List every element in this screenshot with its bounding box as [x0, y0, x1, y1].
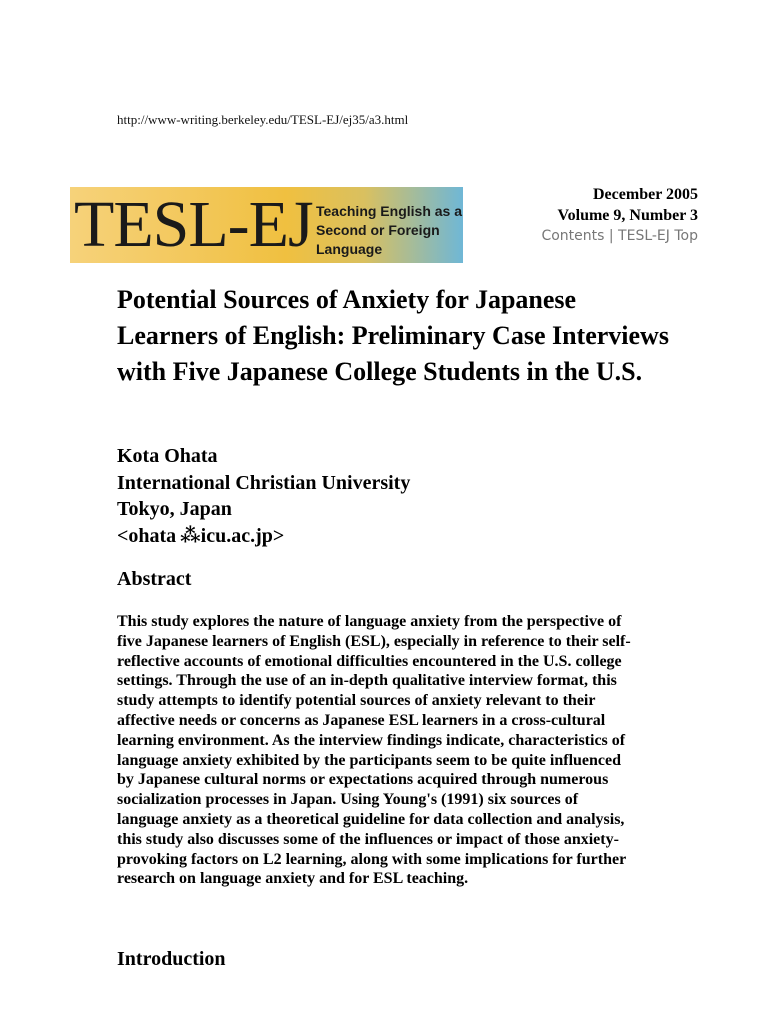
issue-info — [541, 184, 698, 247]
tesl-ej-top-link[interactable]: TESL-EJ Top — [618, 228, 698, 244]
banner-logo-text: TESL-EJ — [74, 188, 313, 261]
author-affiliation: International Christian University — [117, 471, 411, 494]
nav-separator: | — [608, 228, 614, 244]
author-email[interactable]: <ohata ⁂icu.ac.jp> — [117, 524, 285, 547]
abstract-heading: Abstract — [117, 568, 192, 590]
tesl-ej-banner — [70, 187, 463, 263]
abstract-text: This study explores the nature of language anxiety from the perspective of five Japanese learners of English (ESL), especially in reference to their self-reflective accounts of emotional difficulties encountered in the U.S. college settings. Through the use of an in-depth qualitative interview format, this study attempts to identify potential sources of anxiety relevant to their affective needs or concerns as Japanese ESL learners in a cross-cultural learning environment. As the interview findings indicate, characteristics of language anxiety exhibited by the participants seem to be quite influenced by Japanese cultural norms or expectations acquired through numerous socialization processes in Japan. Using Young's (1991) six sources of language anxiety as a theoretical guideline for data collection and analysis, this study also discusses some of the influences or impact of those anxiety-provoking factors on L2 learning, along with some implications for further research on language anxiety and for ESL teaching. — [117, 613, 631, 888]
article-title: Potential Sources of Anxiety for Japanese Learners of English: Preliminary Case Interviews with Five Japanese College Students in the U.S. — [117, 285, 669, 386]
author-name: Kota Ohata — [117, 445, 218, 467]
issue-date: December 2005 — [593, 186, 698, 203]
issue-volume: Volume 9, Number 3 — [557, 207, 698, 224]
author-location: Tokyo, Japan — [117, 498, 232, 520]
page-url: http://www-writing.berkeley.edu/TESL-EJ/ej35/a3.html — [117, 112, 409, 127]
introduction-heading: Introduction — [117, 948, 226, 970]
author-block — [117, 443, 410, 549]
banner-tagline: Teaching English as a Second or Foreign Language — [316, 203, 463, 257]
contents-link[interactable]: Contents — [541, 228, 605, 244]
issue-nav — [541, 226, 698, 247]
